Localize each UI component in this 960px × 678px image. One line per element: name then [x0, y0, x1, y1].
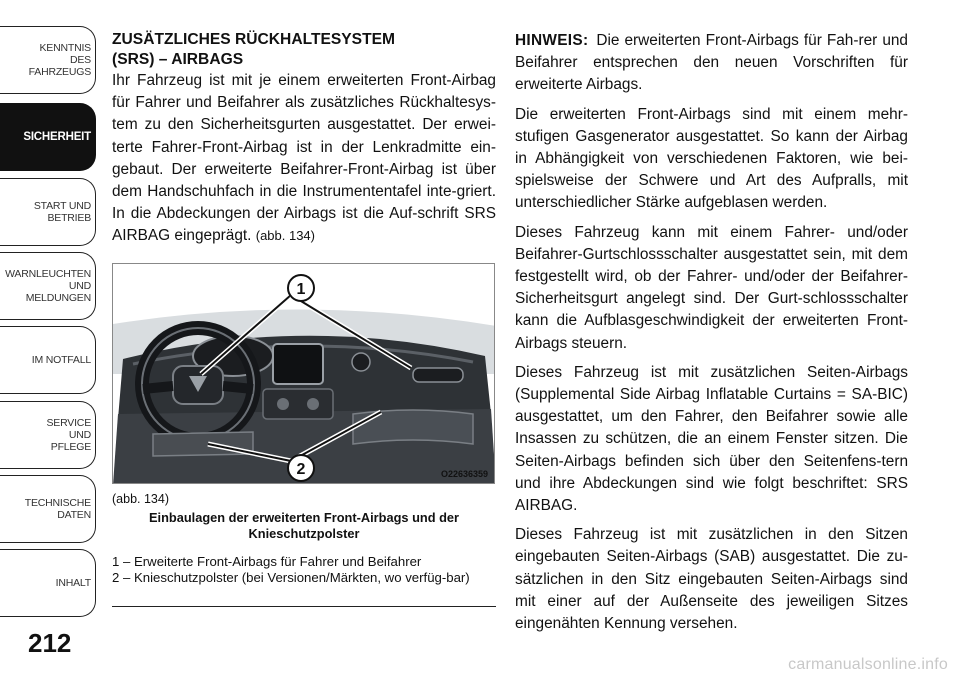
watermark: carmanualsonline.info: [788, 656, 948, 673]
callout-1-label: 1: [296, 281, 306, 298]
intro-paragraph: Ihr Fahrzeug ist mit je einem erweiterten Front-Airbag für Fahrer und Beifahrer als zusätzliches Rückhaltesys-tem zu den Sicherheitsgurten ausgestattet. Der erwei-terte Fahrer-Front-Airbag ist in der Lenkradmitte ein-gebaut. Der erweiterte Beifahrer-Front-Airbag ist über dem Handschuhfach in die Instrumententafel inte-griert. In die Abdeckungen der Airbags ist die Auf-schrift SRS AIRBAG eingeprägt. (abb. 134): [112, 72, 496, 245]
section-heading-line2: (SRS) – AIRBAGS: [112, 51, 244, 68]
dashboard-illustration: [113, 264, 495, 484]
figure-code: O22636359: [440, 469, 488, 479]
caption-reference: (abb. 134): [112, 492, 169, 506]
figure-legend: [112, 554, 496, 586]
paragraph-side-curtains: Dieses Fahrzeug ist mit zusätzlichen Seiten-Airbags (Supplemental Side Airbag Inflatable Curtains = SA-BIC) ausgestattet, um den Fahrer, den Beifahrer sowie alle Insassen zu schützen, die an einem Fenster sitzen. Die Seiten-Airbags befinden sich über den Seitenfens-tern und ihre Abdeckungen sind wie folgt beschriftet: SRS AIRBAG.: [515, 363, 908, 515]
tab-service-und-pflege[interactable]: SERVICE UND PFLEGE: [0, 401, 96, 469]
legend-item-2: 2 – Knieschutzpolster (bei Versionen/Märkten, wo verfüg-bar): [112, 570, 470, 585]
note-paragraph: HINWEIS: Die erweiterten Front-Airbags für Fah-rer und Beifahrer entsprechen den neuen Vorschriften für erweiterte Airbags.: [515, 32, 908, 94]
divider: [112, 606, 496, 607]
left-column: [112, 30, 496, 248]
callout-2-label: 2: [296, 461, 306, 478]
paragraph-buckle-switch: Dieses Fahrzeug kann mit einem Fahrer- und/oder Beifahrer-Gurtschlossschalter ausgestattet sein, mit dem festgestellt wird, ob der Fahrer- und/oder der Beifahrer-Sicherheitsgurt angelegt sind. Der Gurt-schlossschalter kann die Aufblasgeschwindigkeit der erweiterten Front-Airbags steuern.: [515, 223, 908, 352]
figure-caption: Einbaulagen der erweiterten Front-Airbags und der Knieschutzpolster: [148, 510, 459, 541]
tab-inhalt[interactable]: INHALT: [0, 549, 96, 617]
page-number: 212: [28, 628, 72, 658]
tab-start-und-betrieb[interactable]: START UND BETRIEB: [0, 178, 96, 246]
tab-im-notfall[interactable]: IM NOTFALL: [0, 326, 96, 394]
tab-technische-daten[interactable]: TECHNISCHE DATEN: [0, 475, 96, 543]
airbag-figure: [112, 263, 495, 484]
paragraph-seat-airbags: Dieses Fahrzeug ist mit zusätzlichen in den Sitzen eingebauten Seiten-Airbags (SAB) ausgestattet. Die zu-sätzlichen in den Sitz eingebauten Seiten-Airbags sind mit einer auf der Außenseite des jeweiligen Sitzes eingenähten Kennung versehen.: [515, 526, 908, 633]
legend-item-1: 1 – Erweiterte Front-Airbags für Fahrer und Beifahrer: [112, 554, 422, 569]
tab-kenntnis-des-fahrzeugs[interactable]: KENNTNIS DES FAHRZEUGS: [0, 26, 96, 94]
figure-reference: (abb. 134): [255, 228, 315, 244]
right-column: [515, 30, 908, 642]
section-heading-line1: ZUSÄTZLICHES RÜCKHALTESYSTEM: [112, 31, 395, 48]
note-label: HINWEIS:: [515, 32, 589, 49]
tab-warnleuchten-und-meldungen[interactable]: WARNLEUCHTEN UND MELDUNGEN: [0, 252, 96, 320]
paragraph-gas-generator: Die erweiterten Front-Airbags sind mit einem mehr-stufigen Gasgenerator ausgestattet. So kann der Airbag in Abhängigkeit von verschiedenen Faktoren, wie bei-spielsweise der Schwere und Art des Aufpralls, mit unterschiedlicher Stärke aufgeblasen werden.: [515, 105, 908, 212]
tab-sicherheit[interactable]: SICHERHEIT: [0, 103, 96, 171]
